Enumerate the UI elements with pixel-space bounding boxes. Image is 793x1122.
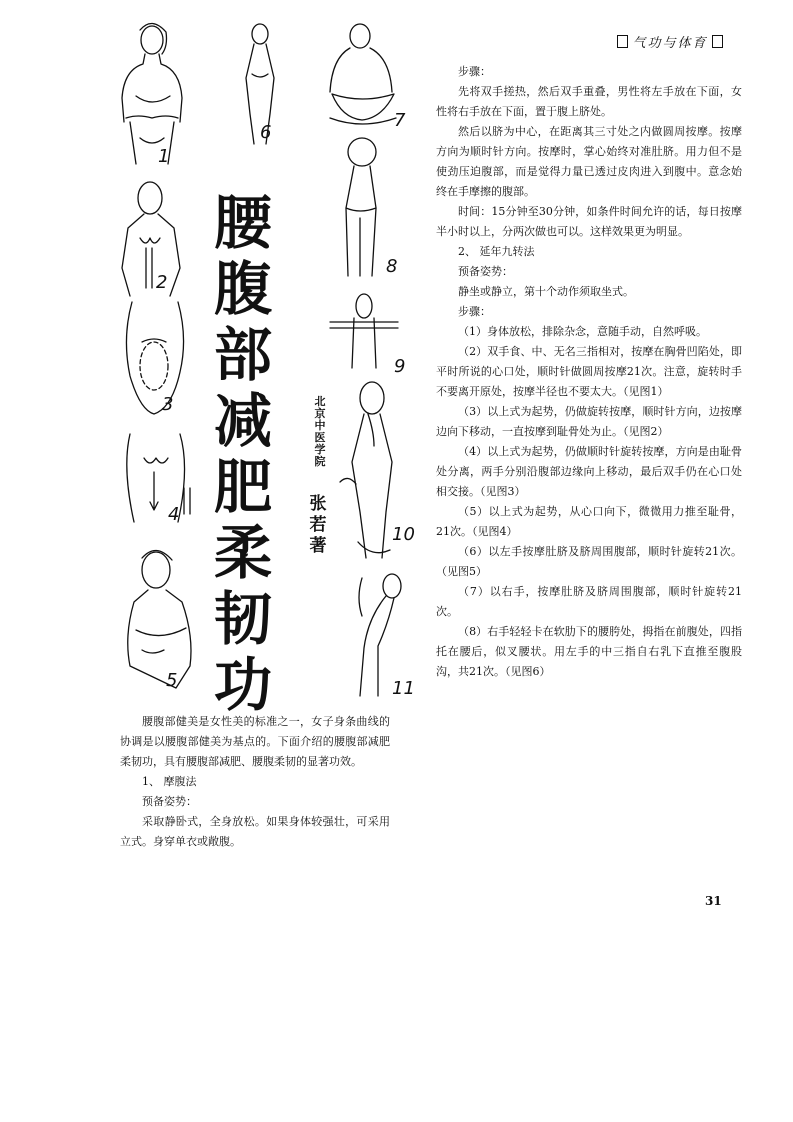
figure-label-8: 8 xyxy=(386,256,398,277)
section1-step-3: 时间：15分钟至30分钟，如条件时间允许的话，每日按摩半小时以上，分两次做也可以。这样效果更为明显。 xyxy=(436,205,742,238)
title-char-2: 腹 xyxy=(213,255,272,323)
figure-label-7: 7 xyxy=(394,110,406,131)
header-box-left xyxy=(617,35,628,48)
prep-text-1: 采取静卧式，全身放松。如果身体较强壮，可采用立式。身穿单衣或敞腹。 xyxy=(120,815,390,848)
section1-heading: 1、 摩腹法 xyxy=(142,775,197,788)
figure-7-illustration xyxy=(322,18,404,134)
section2-step-7: （7）以右手，按摩肚脐及脐周围腹部，顺时针旋转21次。 xyxy=(436,585,742,618)
title-char-6: 柔 xyxy=(213,519,272,587)
left-column xyxy=(120,712,390,852)
figure-2-illustration xyxy=(116,178,186,298)
title-char-7: 韧 xyxy=(213,585,272,653)
running-header xyxy=(612,30,728,52)
title-char-5: 肥 xyxy=(213,453,272,521)
figure-4-illustration xyxy=(120,428,200,528)
figure-label-2: 2 xyxy=(156,272,168,293)
figure-label-5: 5 xyxy=(166,670,178,691)
prep-label-1: 预备姿势： xyxy=(142,795,197,808)
page-number: 31 xyxy=(705,894,722,908)
header-box-right xyxy=(712,35,723,48)
author-institution: 北京中医学院 xyxy=(314,395,326,468)
figure-8-illustration xyxy=(330,132,392,280)
section2-heading: 2、 延年九转法 xyxy=(458,245,535,258)
figure-3-illustration xyxy=(120,298,190,416)
figure-label-9: 9 xyxy=(394,356,406,377)
title-char-1: 腰 xyxy=(213,189,272,257)
figure-label-10: 10 xyxy=(392,524,415,545)
section2-step-8: （8）右手轻轻卡在软肋下的腰胯处，拇指在前腹处，四指托在腰后，似叉腰状。用左手的中三指自右乳下直推至腹股沟，共21次。（见图6） xyxy=(436,625,742,678)
figure-label-11: 11 xyxy=(392,678,415,699)
title-char-3: 部 xyxy=(213,321,272,389)
section2-step-4: （4）以上式为起势，仍做顺时针旋转按摩，方向是由耻骨处分离，两手分别沿腹部边缘向上移动，最后双手仍在心口处相交接。（见图3） xyxy=(436,445,742,498)
section2-step-1: （1）身体放松，排除杂念，意随手动，自然呼吸。 xyxy=(458,325,707,338)
prep-label-2: 预备姿势： xyxy=(458,265,513,278)
prep-text-2: 静坐或静立，第十个动作须取坐式。 xyxy=(458,285,634,298)
figure-label-4: 4 xyxy=(168,504,180,525)
figure-label-6: 6 xyxy=(260,122,272,143)
author-name: 张若著 xyxy=(309,494,327,556)
figure-1-illustration xyxy=(112,18,192,168)
figure-label-3: 3 xyxy=(162,394,174,415)
title-char-4: 减 xyxy=(213,387,272,455)
header-label: 气功与体育 xyxy=(632,35,708,51)
figure-5-illustration xyxy=(116,546,202,692)
section2-step-5: （5）以上式为起势，从心口向下，微微用力推至耻骨，21次。（见图4） xyxy=(436,505,742,538)
section2-step-3: （3）以上式为起势，仍做旋转按摩，顺时针方向，边按摩边向下移动，一直按摩到耻骨处为止。（见图2） xyxy=(436,405,742,438)
right-column xyxy=(436,62,742,682)
section2-step-2: （2）双手食、中、无名三指相对，按摩在胸骨凹陷处，即平时所说的心口处，顺时针做圆周按摩21次。注意，旋转时手不要离开原处，按摩半径也不要太大。（见图1） xyxy=(436,345,742,398)
steps-label-1: 步骤： xyxy=(458,65,491,78)
article-title xyxy=(200,190,286,718)
steps-label-2: 步骤： xyxy=(458,305,491,318)
section1-step-1: 先将双手搓热，然后双手重叠，男性将左手放在下面，女性将右手放在下面，置于腹上脐处。 xyxy=(436,85,742,118)
section2-step-6: （6）以左手按摩肚脐及脐周围腹部，顺时针旋转21次。（见图5） xyxy=(436,545,742,578)
section1-step-2: 然后以脐为中心，在距离其三寸处之内做圆周按摩。按摩方向为顺时针方向。按摩时，掌心始终对准肚脐。用力但不是使劲压迫腹部，而是觉得力量已透过皮肉进入到腹中。意念始终在手摩擦的腹部。 xyxy=(436,125,742,198)
figure-label-1: 1 xyxy=(158,146,170,167)
intro-paragraph: 腰腹部健美是女性美的标准之一，女子身条曲线的协调是以腰腹部健美为基点的。下面介绍的腰腹部减肥柔韧功，具有腰腹部减肥、腰腹柔韧的显著功效。 xyxy=(120,715,390,768)
title-char-8: 功 xyxy=(213,651,272,719)
figure-9-illustration xyxy=(326,290,402,370)
